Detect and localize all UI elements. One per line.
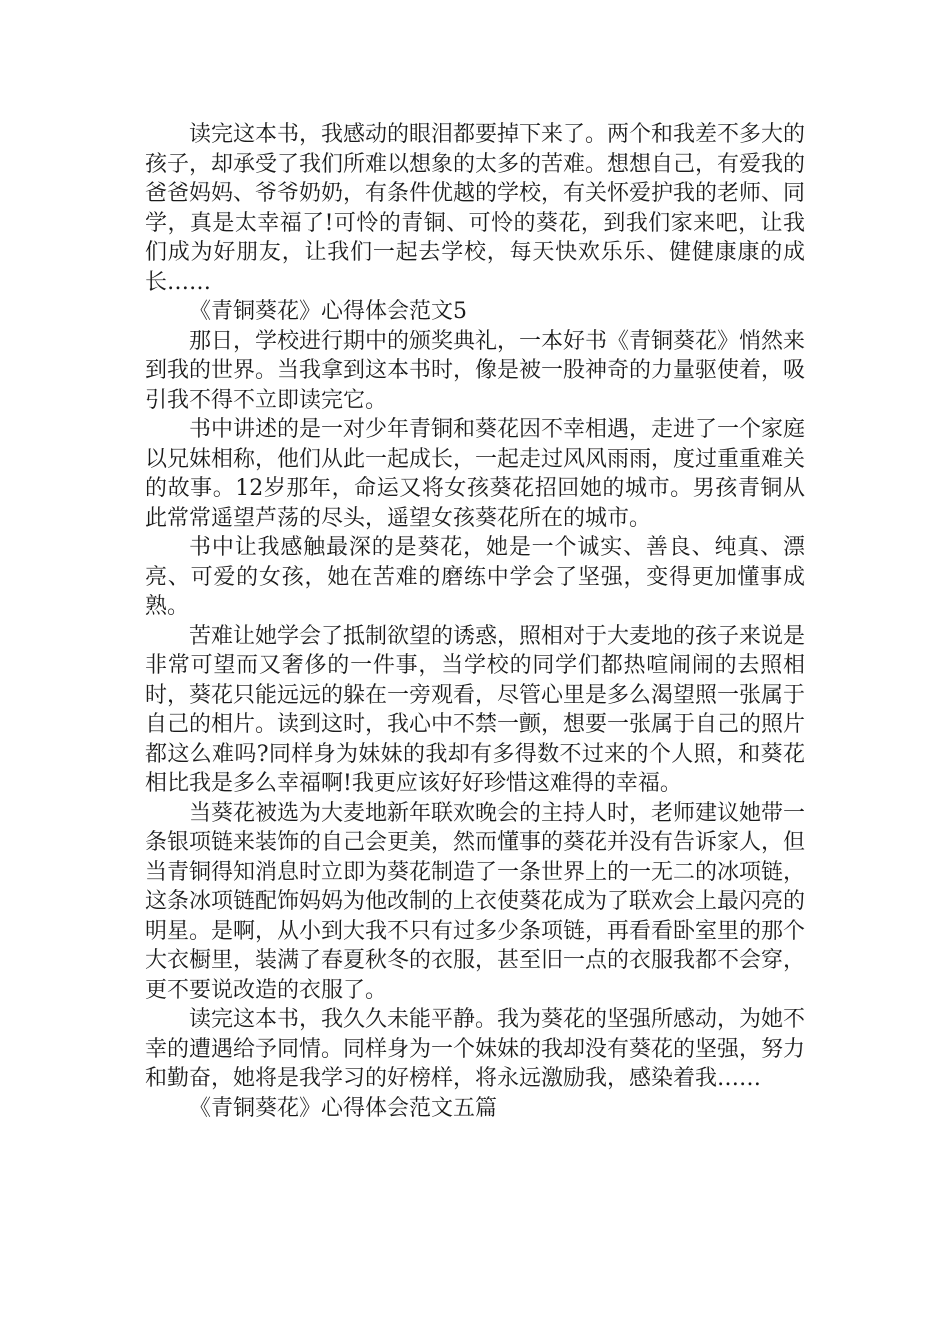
- paragraph: 当葵花被选为大麦地新年联欢晚会的主持人时，老师建议她带一条银项链来装饰的自己会更美，然而懂事的葵花并没有告诉家人，但当青铜得知消息时立即为葵花制造了一条世界上的一无二的冰项链，这条冰项链配饰妈妈为他改制的上衣使葵花成为了联欢会上最闪亮的明星。是啊，从小到大我不只有过多少条项链，再看看卧室里的那个大衣橱里，装满了春夏秋冬的衣服，甚至旧一点的衣服我都不会穿，更不要说改造的衣服了。: [145, 800, 806, 1003]
- paragraph: 读完这本书，我久久未能平静。我为葵花的坚强所感动，为她不幸的遭遇给予同情。同样身为一个妹妹的我却没有葵花的坚强，努力和勤奋，她将是我学习的好榜样，将永远激励我，感染着我……: [145, 1007, 806, 1091]
- document-body: [145, 120, 805, 1123]
- paragraph: 书中让我感触最深的是葵花，她是一个诚实、善良、纯真、漂亮、可爱的女孩，她在苦难的磨练中学会了坚强，变得更加懂事成熟。: [145, 535, 805, 619]
- paragraph: 那日，学校进行期中的颁奖典礼，一本好书《青铜葵花》悄然来到我的世界。当我拿到这本书时，像是被一股神奇的力量驱使着，吸引我不得不立即读完它。: [145, 328, 806, 413]
- paragraph: 书中讲述的是一对少年青铜和葵花因不幸相遇，走进了一个家庭以兄妹相称，他们从此一起成长，一起走过风风雨雨，度过重重难关的故事。12岁那年，命运又将女孩葵花招回她的城市。男孩青铜从此常常遥望芦荡的尽头，遥望女孩葵花所在的城市。: [145, 417, 806, 531]
- document-footer-title: 《青铜葵花》心得体会范文五篇: [189, 1095, 498, 1121]
- section-heading: 《青铜葵花》心得体会范文5: [189, 299, 467, 324]
- paragraph: 苦难让她学会了抵制欲望的诱惑，照相对于大麦地的孩子来说是非常可望而又奢侈的一件事，当学校的同学们都热喧闹闹的去照相时，葵花只能远远的躲在一旁观看，尽管心里是多么渴望照一张属于自己的相片。读到这时，我心中不禁一颤，想要一张属于自己的照片都这么难吗?同样身为妹妹的我却有多得数不过来的个人照，和葵花相比我是多么幸福啊!我更应该好好珍惜这难得的幸福。: [145, 623, 806, 796]
- paragraph: 读完这本书，我感动的眼泪都要掉下来了。两个和我差不多大的孩子，却承受了我们所难以想象的太多的苦难。想想自己，有爱我的爸爸妈妈、爷爷奶奶，有条件优越的学校，有关怀爱护我的老师、同学，真是太幸福了!可怜的青铜、可怜的葵花，到我们家来吧，让我们成为好朋友，让我们一起去学校，每天快欢乐乐、健健康康的成长……: [145, 122, 806, 295]
